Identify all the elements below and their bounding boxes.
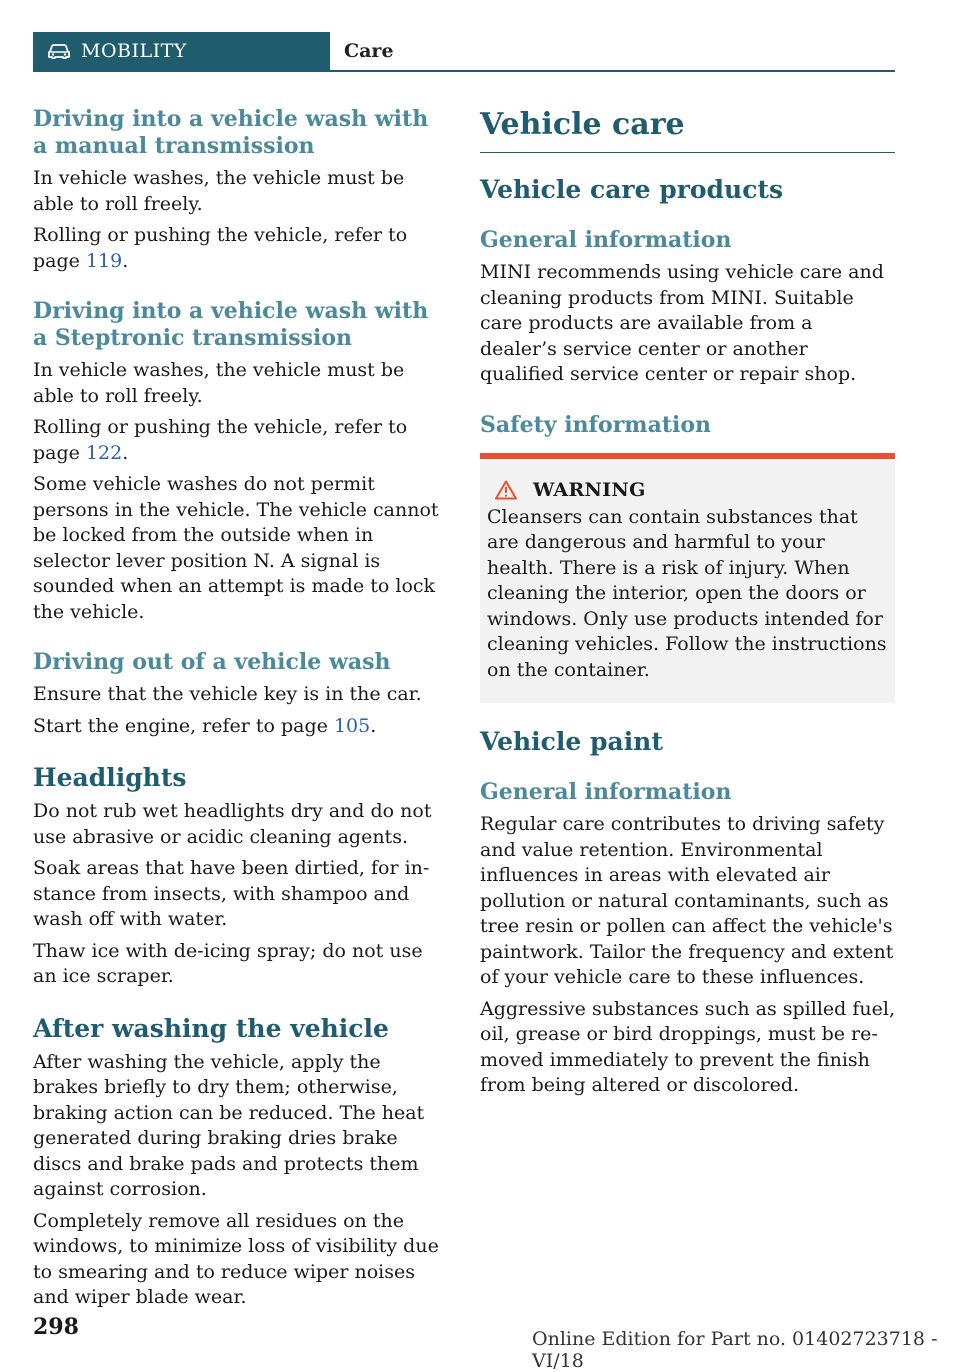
paragraph: After washing the vehicle, apply the brakes briefly to dry them; otherwise, braking action can be reduced. The heat generated during braking dries brake discs and brake pads and protects them against corrosion.: [33, 1050, 425, 1200]
paragraph: Aggressive substances such as spilled fuel, oil, grease or bird droppings, must be removed immediately to prevent the finish from being altered or discolored.: [480, 997, 895, 1096]
heading-care-products: Vehicle care products: [480, 175, 784, 204]
paragraph: Regular care contributes to driving safety and value retention. Environmental influences in areas with elevated air pollution or natural contaminants, such as tree resin or pollen can affect the vehicle's paintwork. Tailor the frequency and extent of your vehicle care to these influences.: [480, 813, 894, 988]
paragraph: Rolling or pushing the vehicle, refer to page 119.: [33, 224, 408, 272]
paragraph: Thaw ice with de-icing spray; do not use an ice scraper.: [33, 939, 423, 987]
paragraph: Rolling or pushing the vehicle, refer to page 122.: [33, 416, 408, 464]
paragraph: Do not rub wet headlights dry and do not use abrasive or acidic cleaning agents.: [33, 800, 432, 848]
page-link-119[interactable]: 119: [85, 249, 123, 272]
page-link-105[interactable]: 105: [333, 714, 371, 737]
heading-safety-information: Safety information: [480, 411, 712, 438]
heading-driving-out: Driving out of a vehicle wash: [33, 649, 391, 675]
page-number: 298: [33, 1314, 79, 1340]
paragraph: Soak areas that have been dirtied, for instance from insects, with shampoo and wash off with water.: [33, 857, 430, 930]
paragraph: Ensure that the vehicle key is in the car.: [33, 683, 422, 705]
section-tab: [33, 32, 330, 70]
topic-label: Care: [344, 40, 394, 62]
heading-vehicle-care: Vehicle care: [480, 106, 895, 153]
paragraph: In vehicle washes, the vehicle must be able to roll freely.: [33, 359, 405, 407]
warning-triangle-icon: [495, 480, 517, 500]
page-header: [33, 32, 895, 72]
heading-manual-wash: Driving into a vehicle wash with a manual transmission: [33, 106, 429, 159]
right-column: [480, 106, 895, 1105]
warning-header: [487, 479, 887, 501]
warning-text: Cleansers can contain substances that are dangerous and harmful to your health. There is a risk of injury. When cleaning the interior, open the doors or windows. Only use products intended for cleaning vehicles. Follow the instructions on the container.: [487, 505, 887, 681]
paragraph: Some vehicle washes do not permit persons in the vehicle. The vehicle cannot be locked from the outside when in selector lever position N. A signal is sounded when an attempt is made to lock the vehicle.: [33, 473, 439, 623]
heading-after-washing: After washing the vehicle: [33, 1013, 389, 1043]
paragraph: Start the engine, refer to page 105.: [33, 714, 377, 737]
warning-label: WARNING: [533, 478, 646, 501]
paragraph: MINI recommends using vehicle care and cleaning products from MINI. Suitable care products are available from a dealer’s service center or another qualified service center or repair shop.: [480, 261, 884, 385]
warning-box: [480, 453, 895, 704]
heading-headlights: Headlights: [33, 763, 187, 792]
heading-general-information: General information: [480, 227, 732, 253]
heading-general-information: General information: [480, 779, 732, 805]
section-label: MOBILITY: [81, 40, 187, 62]
left-column: [33, 106, 443, 1317]
page-link-122[interactable]: 122: [85, 441, 123, 464]
heading-vehicle-paint: Vehicle paint: [480, 727, 663, 756]
car-icon: [47, 43, 71, 59]
heading-steptronic-wash: Driving into a vehicle wash with a Steptronic transmission: [33, 298, 429, 351]
edition-footer: Online Edition for Part no. 01402723718 - VI/18: [532, 1328, 938, 1372]
paragraph: In vehicle washes, the vehicle must be able to roll freely.: [33, 167, 405, 215]
paragraph: Completely remove all residues on the windows, to minimize loss of visibility due to smearing and to reduce wiper noises and wiper blade wear.: [33, 1209, 439, 1308]
